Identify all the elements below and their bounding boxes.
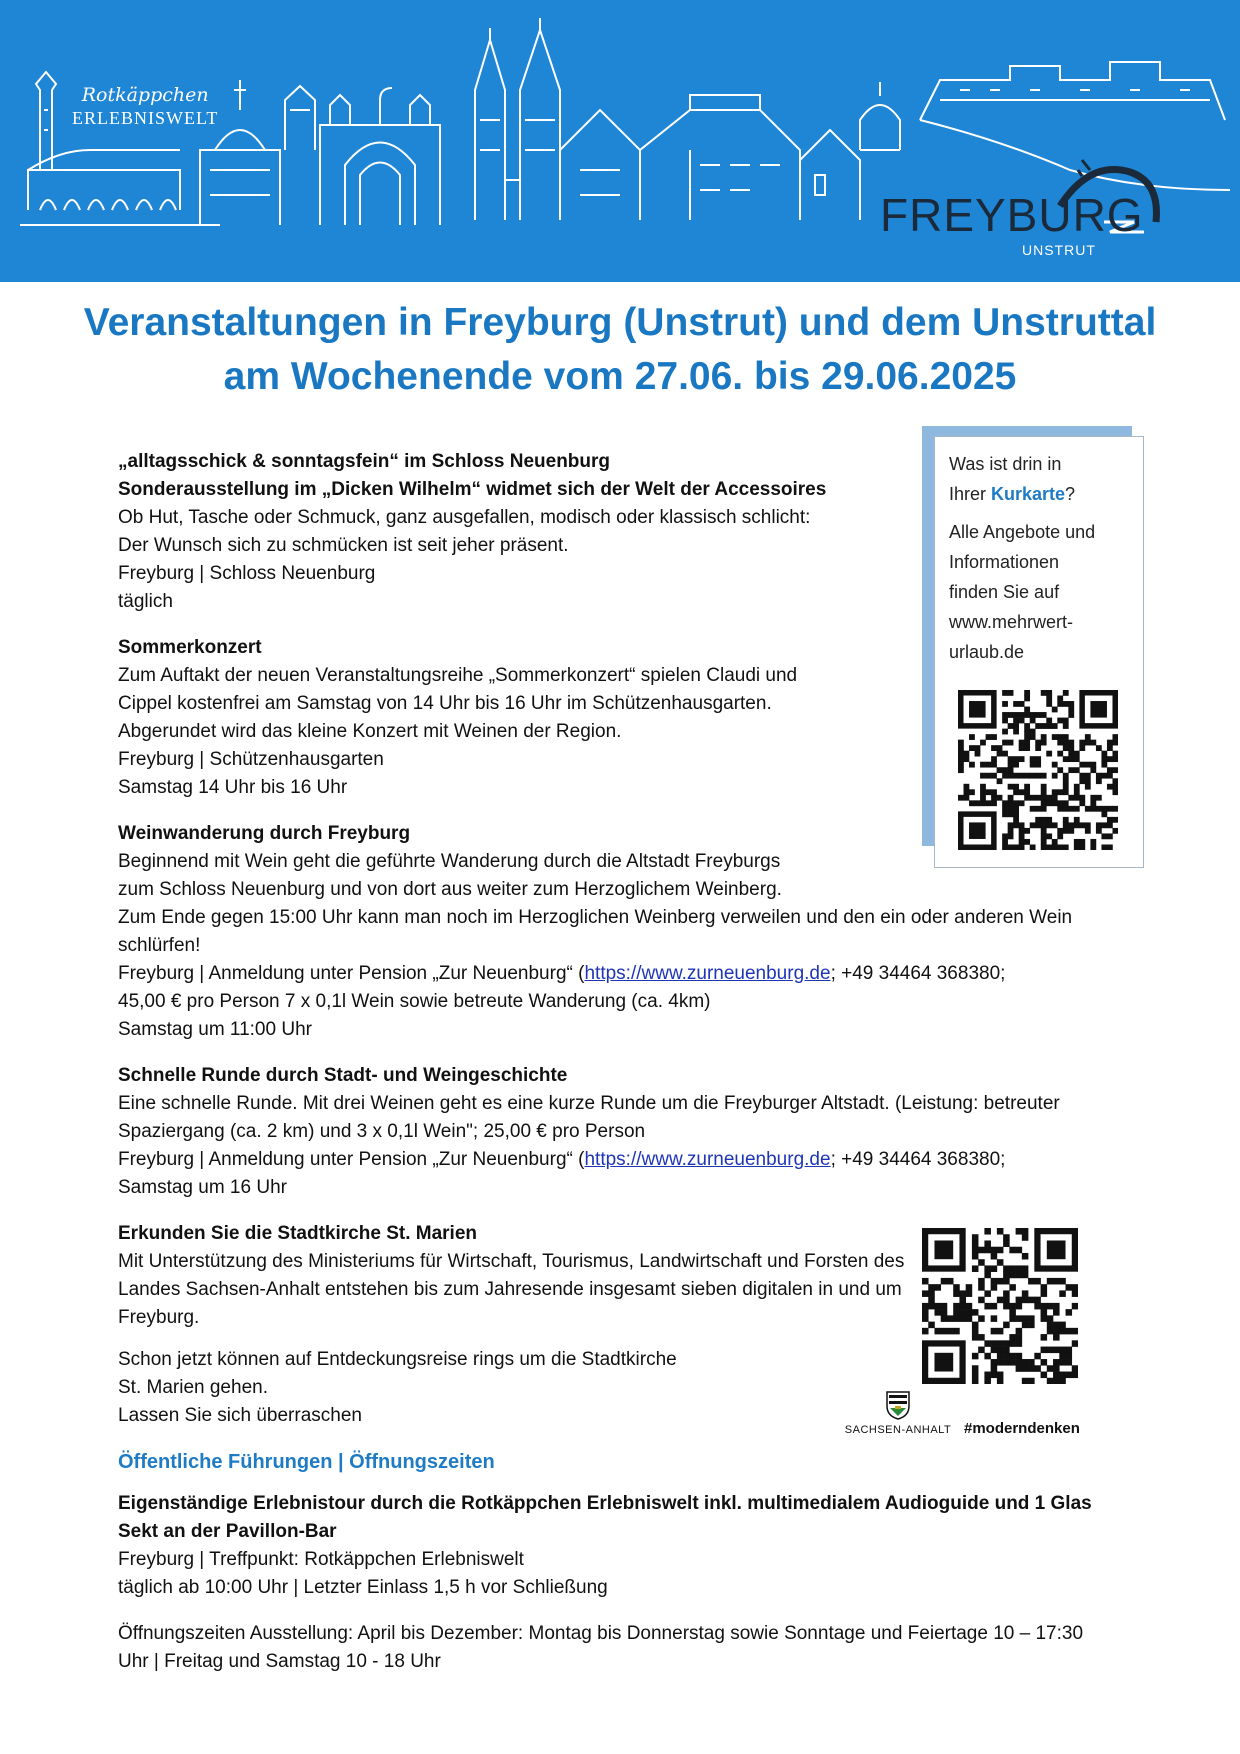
sidebox-line-1: Was ist drin in — [949, 454, 1062, 474]
kurkarte-highlight: Kurkarte — [991, 484, 1066, 504]
event-text: Cippel kostenfrei am Samstag von 14 Uhr bis 16 Uhr im Schützenhausgarten. — [118, 693, 772, 714]
sidebox-line-2-prefix: Ihrer — [949, 484, 992, 504]
event-heading: Weinwanderung durch Freyburg — [118, 823, 411, 844]
event-schnelle-runde — [118, 1062, 1128, 1202]
section-heading-fuehrungen: Öffentliche Führungen | Öffnungszeiten — [118, 1451, 495, 1473]
event-text: Eine schnelle Runde. Mit drei Weinen geht es eine kurze Runde um die Freyburger Altstadt. (Leistung: betreuter Spaziergang (ca. 2 km) und 3 x 0,1l Wein"; 25,00 € pro Person — [118, 1093, 1060, 1142]
event-heading: Schnelle Runde durch Stadt- und Weingeschichte — [118, 1065, 568, 1086]
event-weinwanderung — [118, 820, 1128, 1044]
sidebox-line-2-suffix: ? — [1065, 484, 1076, 504]
event-time: täglich ab 10:00 Uhr | Letzter Einlass 1,5 h vor Schließung — [118, 1577, 608, 1598]
zurneuenburg-link[interactable]: https://www.zurneuenburg.de — [584, 1149, 831, 1170]
sidebox-line-3: Alle Angebote und — [949, 522, 1096, 542]
qr-code-stadtkirche[interactable] — [922, 1228, 1078, 1384]
event-text: Zum Ende gegen 15:00 Uhr kann man noch im Herzoglichen Weinberg verweilen und den ein oder anderen Wein schlürfen! — [118, 907, 1073, 956]
registration-prefix: Freyburg | Anmeldung unter Pension „Zur Neuenburg“ ( — [118, 1149, 585, 1170]
event-text: Schon jetzt können auf Entdeckungsreise rings um die Stadtkirche — [118, 1349, 677, 1370]
brand-left-name: ERLEBNISWELT — [72, 108, 219, 128]
event-text: St. Marien gehen. — [118, 1377, 268, 1398]
event-subheading: Sonderausstellung im „Dicken Wilhelm“ widmet sich der Welt der Accessoires — [118, 479, 827, 500]
coat-of-arms-icon — [885, 1390, 911, 1420]
event-erlebnistour — [118, 1490, 1128, 1602]
sidebox-line-4: Informationen — [949, 552, 1060, 572]
event-text: Ob Hut, Tasche oder Schmuck, ganz ausgefallen, modisch oder klassisch schlicht: — [118, 507, 811, 528]
event-registration — [118, 1146, 1128, 1174]
opening-hours — [118, 1620, 1128, 1676]
registration-prefix: Freyburg | Anmeldung unter Pension „Zur Neuenburg“ ( — [118, 963, 585, 984]
sidebox-line-6[interactable]: www.mehrwert- — [949, 612, 1074, 632]
event-price: 45,00 € pro Person 7 x 0,1l Wein sowie betreute Wanderung (ca. 4km) — [118, 991, 711, 1012]
event-text: Beginnend mit Wein geht die geführte Wanderung durch die Altstadt Freyburgs — [118, 851, 781, 872]
event-time: Samstag 14 Uhr bis 16 Uhr — [118, 777, 348, 798]
sidebox-line-5: finden Sie auf — [949, 582, 1060, 602]
event-heading: Eigenständige Erlebnistour durch die Rotkäppchen Erlebniswelt inkl. multimedialem Audioguide und 1 Glas Sekt an der Pavillon-Bar — [118, 1493, 1092, 1542]
brand-right-name: FREYBURG — [880, 189, 1144, 241]
zurneuenburg-link[interactable]: https://www.zurneuenburg.de — [584, 963, 831, 984]
event-list — [118, 448, 1128, 1694]
event-time: Samstag um 11:00 Uhr — [118, 1019, 312, 1040]
rotkaeppchen-logo — [72, 84, 218, 129]
event-text: zum Schloss Neuenburg und von dort aus weiter zum Herzoglichem Weinberg. — [118, 879, 782, 900]
event-text: Mit Unterstützung des Ministeriums für Wirtschaft, Tourismus, Landwirtschaft und Forsten des Landes Sachsen-Anhalt entstehen bis zum Jahresende insgesamt sieben digitalen in und um Freyburg. — [118, 1251, 905, 1328]
event-location: Freyburg | Treffpunkt: Rotkäppchen Erlebniswelt — [118, 1549, 524, 1570]
opening-hours-text: Öffnungszeiten Ausstellung: April bis Dezember: Montag bis Donnerstag sowie Sonntage und Feiertage 10 – 17:30 Uhr | Freitag und Samstag 10 - 18 Uhr — [118, 1623, 1084, 1672]
state-label: SACHSEN-ANHALT — [844, 1424, 952, 1436]
title-line-2: am Wochenende vom 27.06. bis 29.06.2025 — [223, 355, 1017, 398]
event-text: Abgerundet wird das kleine Konzert mit Weinen der Region. — [118, 721, 622, 742]
event-registration — [118, 960, 1128, 988]
event-sommerkonzert — [118, 634, 1128, 802]
brand-left-script: Rotkäppchen — [81, 84, 209, 106]
title-line-1: Veranstaltungen in Freyburg (Unstrut) und dem Unstruttal — [83, 301, 1157, 344]
event-text: Zum Auftakt der neuen Veranstaltungsreihe „Sommerkonzert“ spielen Claudi und — [118, 665, 798, 686]
event-accessoires — [118, 448, 1128, 616]
event-location: Freyburg | Schloss Neuenburg — [118, 563, 376, 584]
registration-suffix: ; +49 34464 368380; — [830, 1149, 1006, 1170]
event-location: Freyburg | Schützenhausgarten — [118, 749, 384, 770]
freyburg-logo — [880, 189, 1144, 258]
event-heading: Erkunden Sie die Stadtkirche St. Marien — [118, 1223, 477, 1244]
brand-right-sub: UNSTRUT — [1022, 242, 1096, 258]
hashtag-moderndenken: #moderndenken — [964, 1420, 1080, 1437]
sidebox-line-7[interactable]: urlaub.de — [949, 642, 1025, 662]
event-time: täglich — [118, 591, 173, 612]
event-time: Samstag um 16 Uhr — [118, 1177, 287, 1198]
page-title — [0, 296, 1240, 404]
event-text: Lassen Sie sich überraschen — [118, 1405, 362, 1426]
header-banner — [0, 0, 1240, 282]
sachsen-anhalt-logo — [843, 1390, 953, 1436]
event-text: Der Wunsch sich zu schmücken ist seit jeher präsent. — [118, 535, 569, 556]
event-heading: „alltagsschick & sonntagsfein“ im Schloss Neuenburg — [118, 451, 611, 472]
event-heading: Sommerkonzert — [118, 637, 262, 658]
registration-suffix: ; +49 34464 368380; — [830, 963, 1006, 984]
